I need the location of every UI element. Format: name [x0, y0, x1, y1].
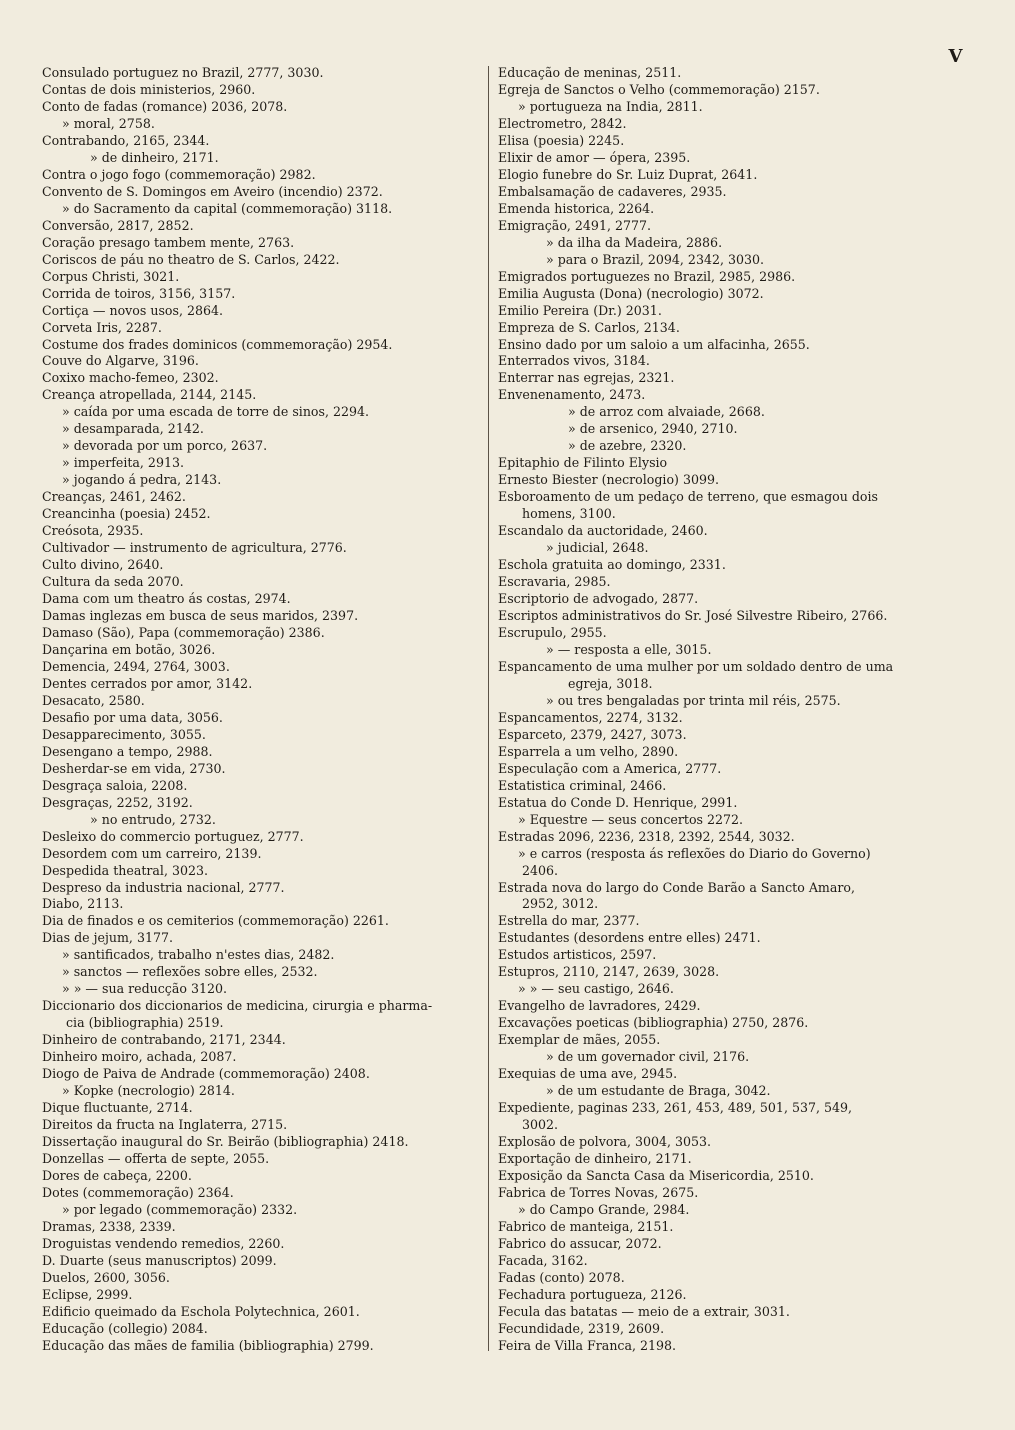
index-entry: Empreza de S. Carlos, 2134.	[498, 319, 680, 335]
index-entry: » — resposta a elle, 3015.	[546, 641, 712, 657]
index-entry: Fabrico de manteiga, 2151.	[498, 1218, 674, 1234]
index-entry: Cultivador — instrumento de agricultura, 2776.	[42, 540, 347, 556]
index-entry: Dentes cerrados por amor, 3142.	[42, 675, 253, 691]
index-entry: Evangelho de lavradores, 2429.	[498, 998, 701, 1014]
index-entry: Electrometro, 2842.	[498, 115, 627, 131]
index-entry: Exposição da Sancta Casa da Misericordia, 2510.	[498, 1167, 814, 1183]
index-entry: » de arsenico, 2940, 2710.	[568, 421, 738, 437]
index-entry: Culto divino, 2640.	[42, 557, 164, 573]
index-entry: Duelos, 2600, 3056.	[42, 1269, 170, 1285]
index-entry: Esboroamento de um pedaço de terreno, que esmagou dois	[498, 489, 878, 505]
index-entry: Contas de dois ministerios, 2960.	[42, 81, 256, 97]
index-entry: Especulação com a America, 2777.	[498, 760, 722, 776]
index-entry: Despreso da industria nacional, 2777.	[42, 879, 285, 895]
index-entry: » por legado (commemoração) 2332.	[62, 1201, 298, 1217]
index-entry: Emigrados portuguezes no Brazil, 2985, 2986.	[498, 268, 796, 284]
index-entry: Escrupulo, 2955.	[498, 624, 607, 640]
index-entry: Esparceto, 2379, 2427, 3073.	[498, 726, 687, 742]
index-entry: » no entrudo, 2732.	[90, 811, 216, 827]
index-entry: Eschola gratuita ao domingo, 2331.	[498, 557, 726, 573]
index-entry: Desgraças, 2252, 3192.	[42, 794, 193, 810]
index-entry: Educação das mães de familia (bibliographia) 2799.	[42, 1337, 374, 1353]
index-entry: Coriscos de páu no theatro de S. Carlos, 2422.	[42, 251, 340, 267]
index-entry: Espancamentos, 2274, 3132.	[498, 709, 683, 725]
index-entry: Donzellas — offerta de septe, 2055.	[42, 1151, 270, 1166]
index-entry: » santificados, trabalho n'estes dias, 2482.	[62, 947, 335, 963]
index-entry: Elixir de amor — ópera, 2395.	[498, 149, 691, 165]
index-entry: Estradas 2096, 2236, 2318, 2392, 2544, 3032.	[498, 828, 795, 844]
index-entry: 2952, 3012.	[522, 896, 599, 912]
index-entry: Coração presago tambem mente, 2763.	[42, 234, 295, 250]
index-entry: Damas inglezas em busca de seus maridos, 2397.	[42, 608, 359, 623]
index-entry: » sanctos — reflexões sobre elles, 2532.	[62, 964, 318, 980]
index-entry: Escravaria, 2985.	[498, 574, 611, 590]
index-entry: » de um governador civil, 2176.	[546, 1049, 750, 1065]
index-entry: 3002.	[522, 1117, 559, 1133]
index-entry: Conto de fadas (romance) 2036, 2078.	[42, 98, 288, 114]
index-entry: Estupros, 2110, 2147, 2639, 3028.	[498, 964, 720, 980]
index-entry: Desordem com um carreiro, 2139.	[42, 845, 262, 861]
index-entry: » jogando á pedra, 2143.	[62, 472, 222, 488]
index-entry: Fabrica de Torres Novas, 2675.	[498, 1184, 699, 1200]
index-entry: » ou tres bengaladas por trinta mil réis, 2575.	[546, 692, 841, 708]
index-entry: » de azebre, 2320.	[568, 438, 687, 454]
index-column-left	[42, 65, 482, 1355]
index-entry: » Equestre — seus concertos 2272.	[518, 811, 744, 827]
index-entry: Desleixo do commercio portuguez, 2777.	[42, 828, 304, 844]
index-entry: Eclipse, 2999.	[42, 1286, 133, 1302]
index-entry: Expediente, paginas 233, 261, 453, 489, 501, 537, 549,	[498, 1100, 853, 1116]
index-entry: Creósota, 2935.	[42, 523, 144, 539]
index-entry: » judicial, 2648.	[546, 540, 649, 556]
index-entry: » imperfeita, 2913.	[62, 455, 184, 471]
index-entry: Droguistas vendendo remedios, 2260.	[42, 1235, 285, 1251]
index-entry: » de dinheiro, 2171.	[90, 149, 219, 165]
index-entry: Fechadura portugueza, 2126.	[498, 1286, 687, 1302]
index-entry: Estudos artisticos, 2597.	[498, 947, 657, 963]
index-entry: Embalsamação de cadaveres, 2935.	[498, 183, 727, 199]
index-entry: Esparrela a um velho, 2890.	[498, 743, 679, 759]
index-entry: Emilia Augusta (Dona) (necrologio) 3072.	[498, 285, 764, 301]
index-entry: Dissertação inaugural do Sr. Beirão (bibliographia) 2418.	[42, 1134, 409, 1150]
index-entry: Desapparecimento, 3055.	[42, 726, 206, 742]
index-entry: Feira de Villa Franca, 2198.	[498, 1337, 677, 1353]
index-entry: Enterrados vivos, 3184.	[498, 353, 650, 369]
index-entry: Epitaphio de Filinto Elysio	[498, 455, 668, 471]
index-entry: Estatua do Conde D. Henrique, 2991.	[498, 794, 738, 810]
index-entry: Corrida de toiros, 3156, 3157.	[42, 285, 236, 301]
index-entry: Cortiça — novos usos, 2864.	[42, 302, 224, 318]
index-entry: Corpus Christi, 3021.	[42, 268, 180, 284]
index-entry: Cultura da seda 2070.	[42, 574, 184, 590]
index-entry: 2406.	[522, 862, 559, 878]
index-entry: » caída por uma escada de torre de sinos, 2294.	[62, 404, 370, 420]
index-entry: Corveta Iris, 2287.	[42, 319, 162, 335]
index-entry: Dique fluctuante, 2714.	[42, 1100, 193, 1116]
index-entry: Desgraça saloia, 2208.	[42, 777, 188, 793]
index-entry: Envenenamento, 2473.	[498, 387, 646, 403]
index-entry: » devorada por um porco, 2637.	[62, 438, 268, 454]
index-entry: Enterrar nas egrejas, 2321.	[498, 370, 675, 386]
index-entry: Educação de meninas, 2511.	[498, 65, 682, 80]
index-entry: Edificio queimado da Eschola Polytechnica, 2601.	[42, 1303, 360, 1319]
index-entry: Exequias de uma ave, 2945.	[498, 1066, 678, 1082]
index-entry: Elisa (poesia) 2245.	[498, 132, 625, 148]
index-entry: » » — seu castigo, 2646.	[518, 981, 674, 997]
index-entry: Fadas (conto) 2078.	[498, 1269, 625, 1285]
index-entry: Diabo, 2113.	[42, 896, 124, 912]
index-entry: cia (bibliographia) 2519.	[66, 1015, 224, 1031]
index-entry: Creanças, 2461, 2462.	[42, 489, 186, 505]
index-entry: Estrella do mar, 2377.	[498, 913, 640, 929]
index-entry: Escriptorio de advogado, 2877.	[498, 591, 699, 607]
index-entry: Ensino dado por um saloio a um alfacinha, 2655.	[498, 336, 810, 352]
index-entry: egreja, 3018.	[568, 675, 653, 691]
index-entry: Dama com um theatro ás costas, 2974.	[42, 591, 291, 607]
index-entry: Estatistica criminal, 2466.	[498, 777, 667, 793]
index-entry: Dia de finados e os cemiterios (commemoração) 2261.	[42, 913, 389, 929]
index-entry: Escandalo da auctoridade, 2460.	[498, 523, 708, 539]
index-entry: Estudantes (desordens entre elles) 2471.	[498, 930, 761, 946]
index-entry: Direitos da fructa na Inglaterra, 2715.	[42, 1117, 288, 1133]
index-entry: Excavações poeticas (bibliographia) 2750, 2876.	[498, 1015, 809, 1031]
index-entry: Desafio por uma data, 3056.	[42, 709, 223, 725]
column-divider	[488, 66, 489, 1351]
index-entry: Espancamento de uma mulher por um soldado dentro de uma	[498, 658, 894, 674]
index-entry: Fabrico do assucar, 2072.	[498, 1235, 662, 1251]
index-entry: » desamparada, 2142.	[62, 421, 204, 437]
index-entry: Costume dos frades dominicos (commemoração) 2954.	[42, 336, 393, 352]
index-entry: Fecundidade, 2319, 2609.	[498, 1320, 665, 1336]
index-entry: » portugueza na India, 2811.	[518, 98, 703, 114]
index-entry: Exemplar de mães, 2055.	[498, 1032, 661, 1048]
index-entry: Emilio Pereira (Dr.) 2031.	[498, 302, 662, 318]
index-entry: » da ilha da Madeira, 2886.	[546, 234, 723, 250]
index-entry: » do Sacramento da capital (commemoração) 3118.	[62, 200, 393, 216]
index-entry: Dias de jejum, 3177.	[42, 930, 173, 946]
index-entry: Exportação de dinheiro, 2171.	[498, 1151, 692, 1166]
page-number: V	[948, 46, 963, 67]
index-entry: Egreja de Sanctos o Velho (commemoração) 2157.	[498, 81, 820, 97]
index-entry: Dinheiro de contrabando, 2171, 2344.	[42, 1032, 286, 1048]
index-entry: » de um estudante de Braga, 3042.	[546, 1083, 771, 1099]
index-entry: Ernesto Biester (necrologio) 3099.	[498, 472, 720, 488]
index-entry: Estrada nova do largo do Conde Barão a Sancto Amaro,	[498, 879, 855, 895]
index-entry: Educação (collegio) 2084.	[42, 1320, 208, 1336]
index-entry: D. Duarte (seus manuscriptos) 2099.	[42, 1252, 277, 1268]
index-entry: Creancinha (poesia) 2452.	[42, 506, 211, 522]
index-entry: Convento de S. Domingos em Aveiro (incendio) 2372.	[42, 183, 383, 199]
index-entry: Consulado portuguez no Brazil, 2777, 3030.	[42, 65, 324, 80]
index-entry: Despedida theatral, 3023.	[42, 862, 209, 878]
index-entry: Creança atropellada, 2144, 2145.	[42, 387, 257, 403]
index-entry: Facada, 3162.	[498, 1252, 588, 1268]
index-entry: » de arroz com alvaiade, 2668.	[568, 404, 765, 420]
index-entry: » » — sua reducção 3120.	[62, 981, 227, 997]
index-entry: Desacato, 2580.	[42, 692, 145, 708]
index-entry: homens, 3100.	[522, 506, 616, 522]
index-column-right	[498, 65, 968, 1355]
index-entry: » e carros (resposta ás reflexões do Diario do Governo)	[518, 845, 871, 861]
index-entry: Conversão, 2817, 2852.	[42, 217, 194, 233]
index-entry: Dotes (commemoração) 2364.	[42, 1184, 234, 1200]
index-entry: » para o Brazil, 2094, 2342, 3030.	[546, 251, 765, 267]
index-entry: » Kopke (necrologio) 2814.	[62, 1083, 235, 1099]
index-entry: Contrabando, 2165, 2344.	[42, 132, 210, 148]
index-entry: Diogo de Paiva de Andrade (commemoração) 2408.	[42, 1066, 370, 1082]
index-entry: » do Campo Grande, 2984.	[518, 1201, 690, 1217]
index-entry: Dores de cabeça, 2200.	[42, 1167, 192, 1183]
index-entry: Contra o jogo fogo (commemoração) 2982.	[42, 166, 316, 182]
index-entry: Emigração, 2491, 2777.	[498, 217, 652, 233]
index-entry: Demencia, 2494, 2764, 3003.	[42, 658, 230, 674]
index-entry: Damaso (São), Papa (commemoração) 2386.	[42, 624, 325, 640]
index-entry: Emenda historica, 2264.	[498, 200, 655, 216]
index-entry: Couve do Algarve, 3196.	[42, 353, 199, 369]
index-entry: Dançarina em botão, 3026.	[42, 641, 216, 657]
index-entry: Dinheiro moiro, achada, 2087.	[42, 1049, 237, 1065]
index-entry: Escriptos administrativos do Sr. José Silvestre Ribeiro, 2766.	[498, 608, 888, 623]
index-entry: Coxixo macho-femeo, 2302.	[42, 370, 219, 386]
index-entry: Elogio funebre do Sr. Luiz Duprat, 2641.	[498, 166, 758, 182]
index-entry: Diccionario dos diccionarios de medicina, cirurgia e pharma-	[42, 998, 433, 1014]
index-entry: Desengano a tempo, 2988.	[42, 743, 213, 759]
index-entry: Dramas, 2338, 2339.	[42, 1218, 176, 1234]
index-entry: Fecula das batatas — meio de a extrair, 3031.	[498, 1303, 790, 1319]
index-entry: » moral, 2758.	[62, 115, 155, 131]
index-entry: Explosão de polvora, 3004, 3053.	[498, 1134, 712, 1150]
index-entry: Desherdar-se em vida, 2730.	[42, 760, 226, 776]
